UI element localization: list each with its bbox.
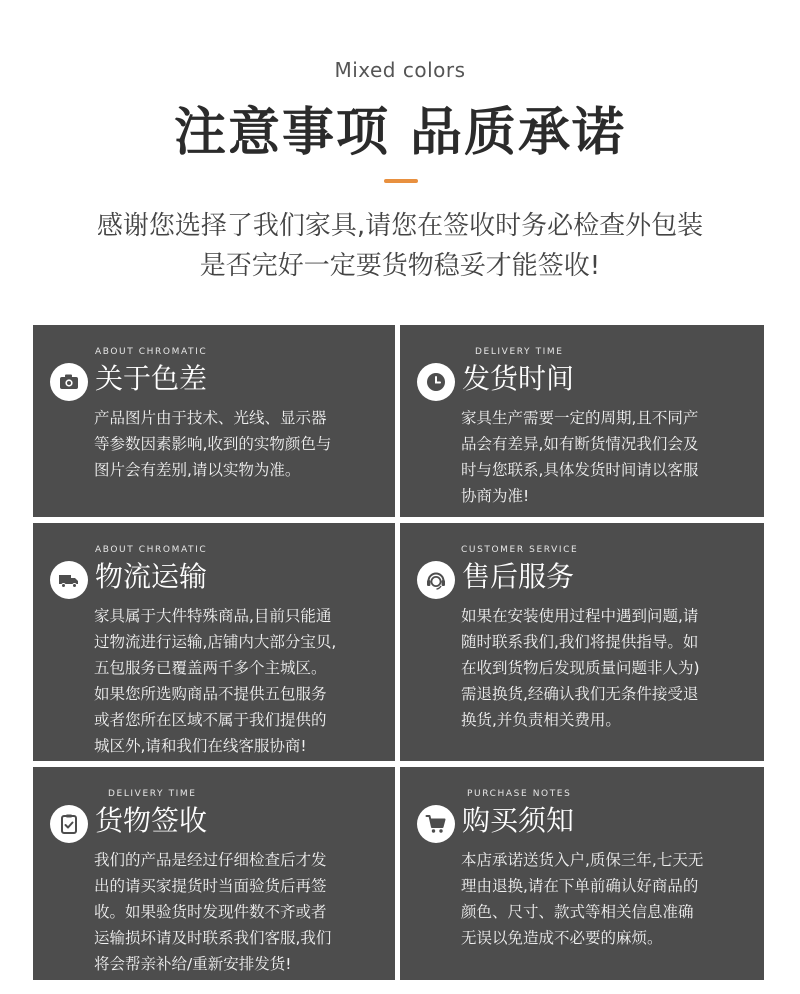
card-body-line: 本店承诺送货入户,质保三年,七天无 <box>461 851 704 869</box>
card-body-line: 运输损坏请及时联系我们客服,我们 <box>94 929 332 947</box>
card-tag: ABOUT CHROMATIC <box>95 545 208 555</box>
page-title: 注意事项 品质承诺 <box>173 103 627 163</box>
card-body-line: 如果在安装使用过程中遇到问题,请 <box>461 607 699 625</box>
card-body-line: 出的请买家提货时当面验货后再签 <box>94 877 327 895</box>
card-after-sales <box>400 523 764 761</box>
card-tag: ABOUT CHROMATIC <box>95 347 208 357</box>
card-body-line: 需退换货,经确认我们无条件接受退 <box>461 685 699 703</box>
card-tag: DELIVERY TIME <box>108 789 197 799</box>
card-delivery-time <box>400 325 764 517</box>
card-body-line: 无误以免造成不必要的麻烦。 <box>461 929 663 947</box>
card-heading: 物流运输 <box>95 560 208 593</box>
intro-line: 是否完好一定要货物稳妥才能签收! <box>199 251 601 281</box>
customer-service-icon <box>417 561 455 599</box>
card-heading: 售后服务 <box>462 560 575 593</box>
card-logistics <box>33 523 395 761</box>
intro-line: 感谢您选择了我们家具,请您在签收时务必检查外包装 <box>96 211 704 241</box>
card-color-difference <box>33 325 395 517</box>
card-body-line: 等参数因素影响,收到的实物颜色与 <box>94 435 332 453</box>
card-tag: CUSTOMER SERVICE <box>461 545 579 555</box>
card-heading: 购买须知 <box>462 804 575 837</box>
card-body-line: 品会有差异,如有断货情况我们会及 <box>461 435 699 453</box>
card-body <box>94 405 381 483</box>
card-body <box>461 405 750 509</box>
card-body-line: 或者您所在区域不属于我们提供的 <box>94 711 327 729</box>
camera-icon <box>50 363 88 401</box>
card-purchase-notes <box>400 767 764 980</box>
title-accent-divider <box>384 179 418 183</box>
card-body-line: 时与您联系,具体发货时间请以客服 <box>461 461 699 479</box>
card-body-line: 理由退换,请在下单前确认好商品的 <box>461 877 699 895</box>
card-body-line: 换货,并负责相关费用。 <box>461 711 621 729</box>
page-subtitle: Mixed colors <box>334 58 466 82</box>
card-heading: 发货时间 <box>462 362 575 395</box>
card-heading: 货物签收 <box>95 804 208 837</box>
card-tag: DELIVERY TIME <box>475 347 564 357</box>
cart-icon <box>417 805 455 843</box>
card-goods-receipt <box>33 767 395 980</box>
card-body <box>461 603 750 733</box>
card-body-line: 家具属于大件特殊商品,目前只能通 <box>94 607 332 625</box>
card-body-line: 收。如果验货时发现件数不齐或者 <box>94 903 327 921</box>
card-body-line: 我们的产品是经过仔细检查后才发 <box>94 851 327 869</box>
truck-icon <box>50 561 88 599</box>
card-tag: PURCHASE NOTES <box>467 789 572 799</box>
card-heading: 关于色差 <box>95 362 208 395</box>
checklist-icon <box>50 805 88 843</box>
card-body-line: 将会帮亲补给/重新安排发货! <box>94 955 292 973</box>
card-body-line: 图片会有差别,请以实物为准。 <box>94 461 301 479</box>
card-body <box>94 603 381 759</box>
intro-text <box>0 206 800 286</box>
card-body-line: 城区外,请和我们在线客服协商! <box>94 737 307 755</box>
card-body-line: 在收到货物后发现质量问题非人为) <box>461 659 700 677</box>
clock-icon <box>417 363 455 401</box>
card-body-line: 五包服务已覆盖两千多个主城区。 <box>94 659 327 677</box>
card-body-line: 家具生产需要一定的周期,且不同产 <box>461 409 699 427</box>
card-body-line: 随时联系我们,我们将提供指导。如 <box>461 633 699 651</box>
card-body-line: 颜色、尺寸、款式等相关信息准确 <box>461 903 694 921</box>
card-body <box>94 847 381 977</box>
card-body-line: 协商为准! <box>461 487 530 505</box>
card-body-line: 过物流进行运输,店铺内大部分宝贝, <box>94 633 337 651</box>
card-body-line: 如果您所选购商品不提供五包服务 <box>94 685 327 703</box>
card-body <box>461 847 750 951</box>
card-body-line: 产品图片由于技术、光线、显示器 <box>94 409 327 427</box>
